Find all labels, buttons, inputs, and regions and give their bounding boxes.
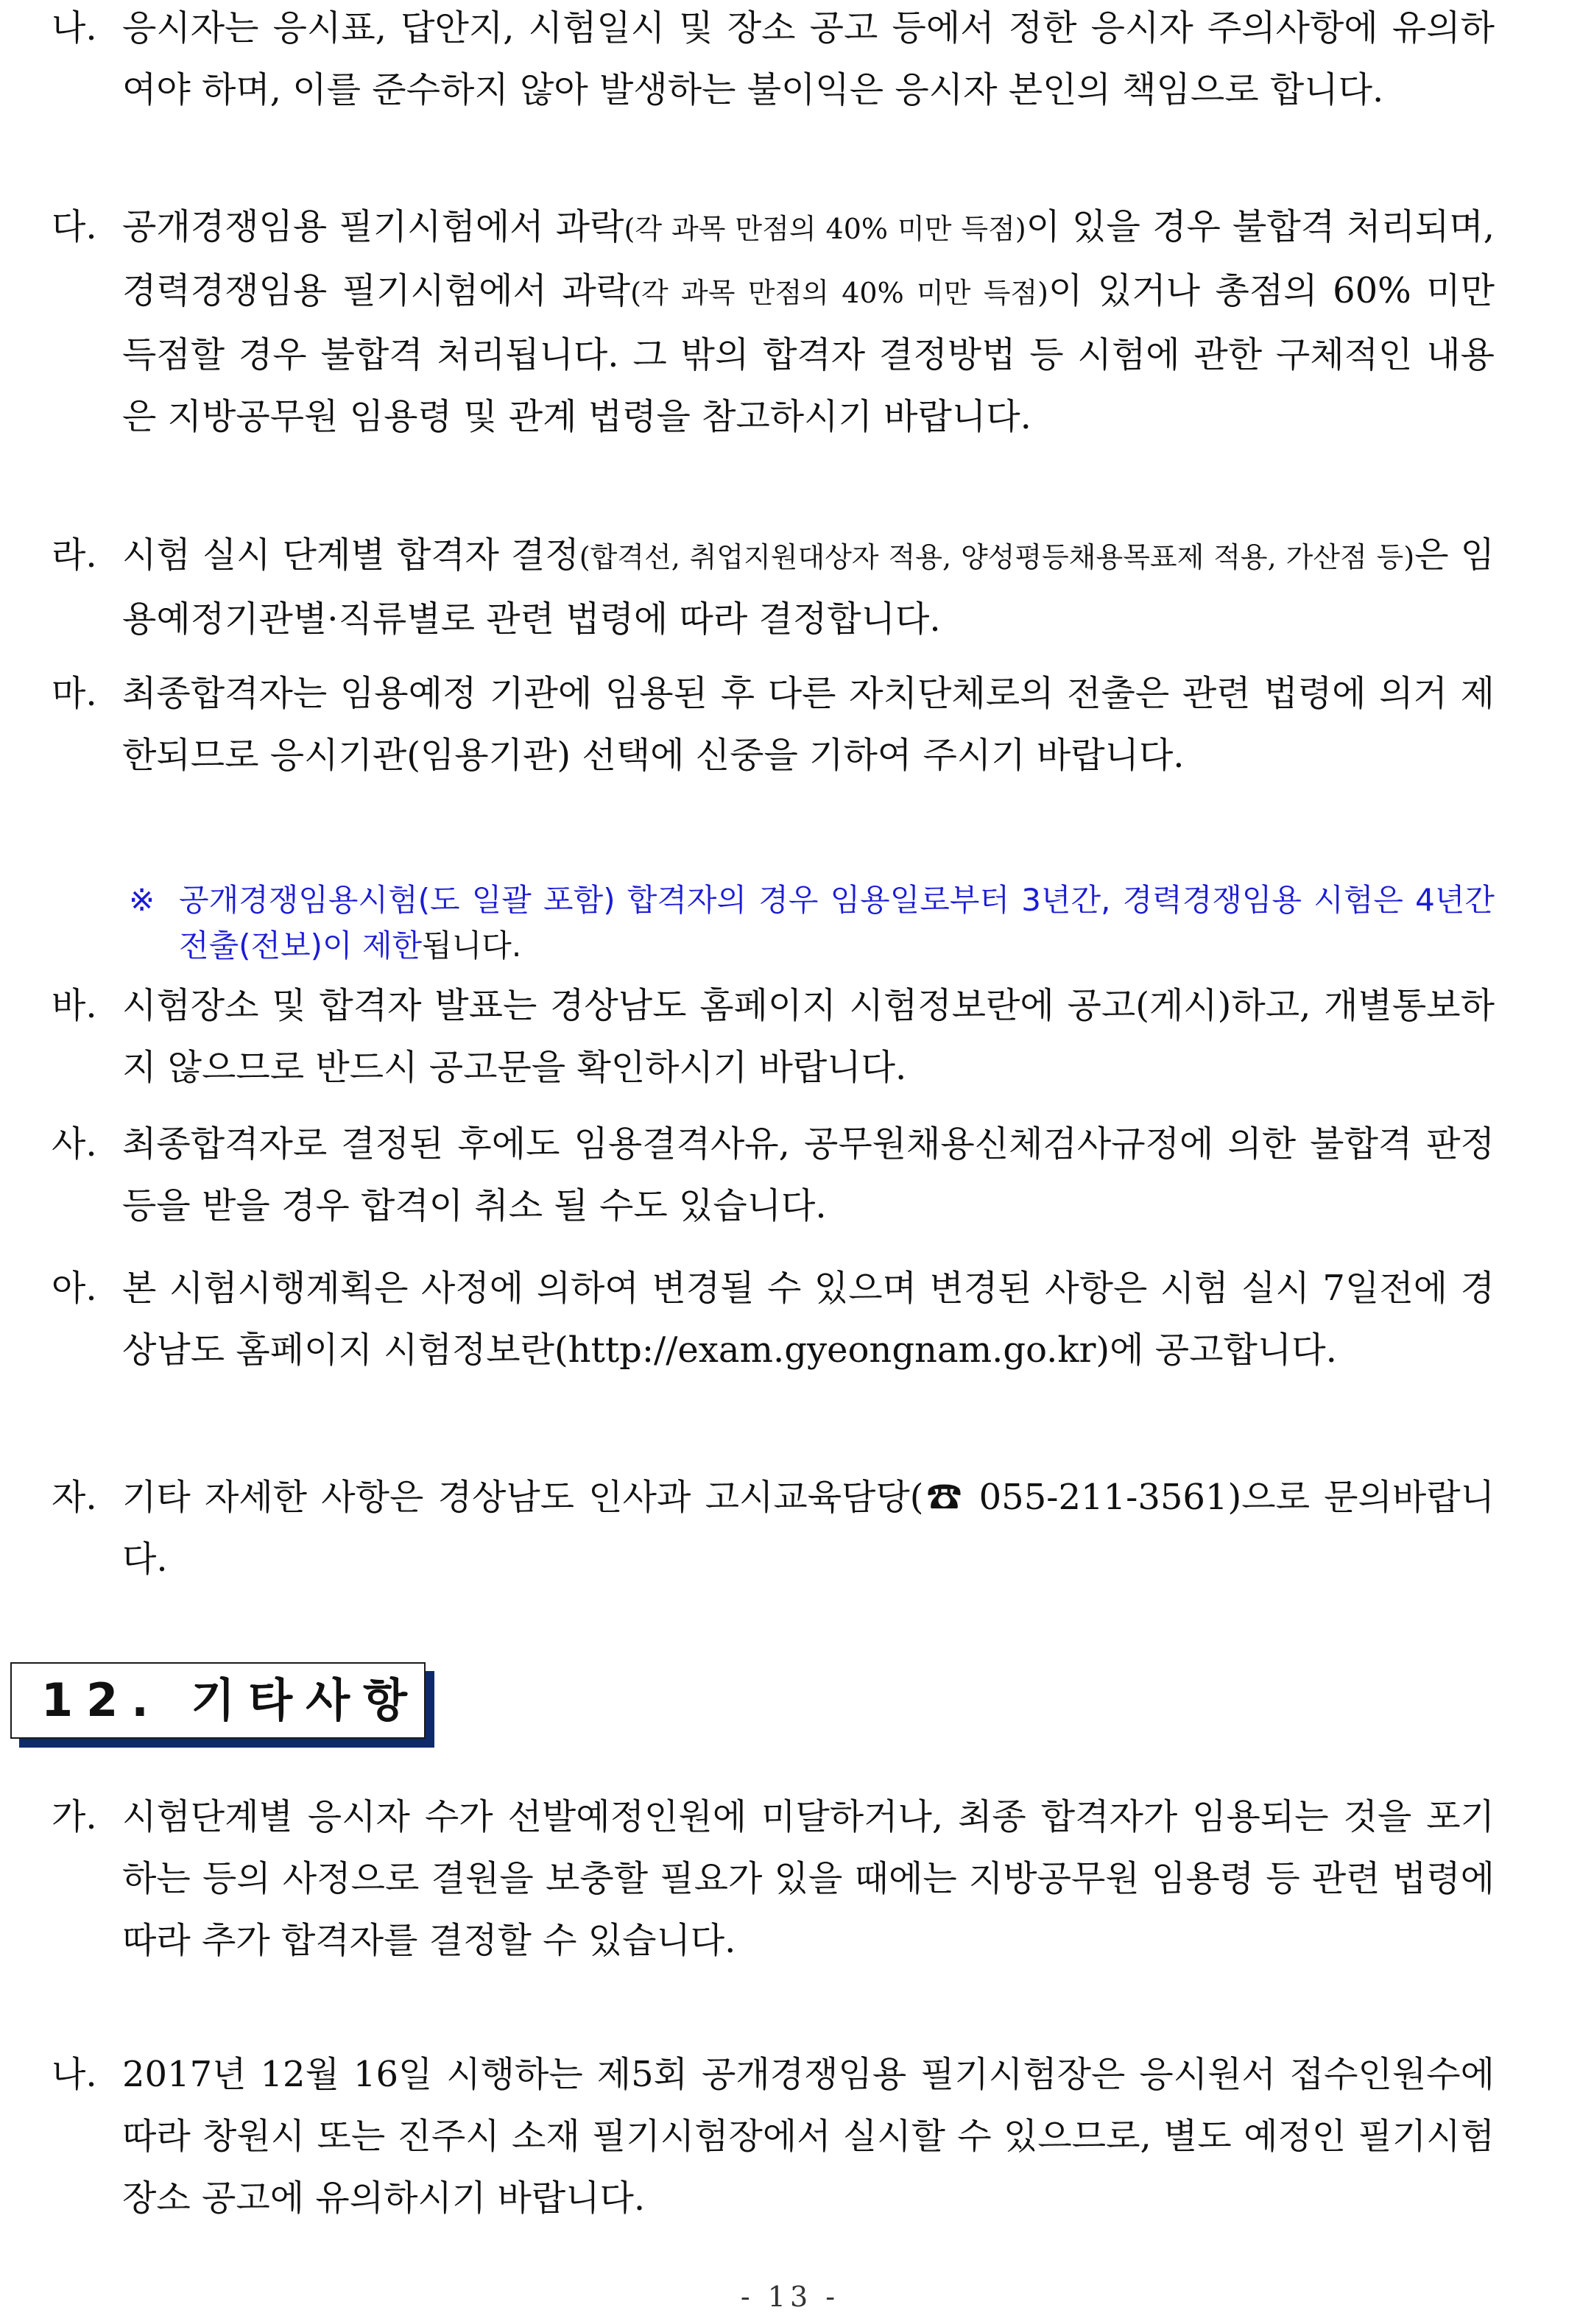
item-text: 본 시험시행계획은 사정에 의하여 변경될 수 있으며 변경된 사항은 시험 실시 7일전에 경상남도 홈페이지 시험정보란(http://exam.gyeongnam.go.kr)에 공고합니다.: [122, 1268, 1495, 1371]
notice-item-da: [52, 196, 1495, 448]
misc-item-na: [52, 2044, 1495, 2229]
item-text: 기타 자세한 사항은 경상남도 인사과 고시교육담당(☎ 055-211-3561)으로 문의바랍니다.: [122, 1477, 1495, 1580]
note-tail: 됩니다.: [422, 928, 522, 964]
fail-criteria-note: (각 과목 만점의 40% 미만 득점): [624, 213, 1026, 245]
notice-item-sa: [52, 1113, 1495, 1237]
section-heading-box: [10, 1662, 426, 1739]
misc-item-ga: [52, 1786, 1495, 1971]
page-number: - 13 -: [740, 2281, 840, 2313]
item-marker: 자.: [52, 1477, 97, 1518]
item-text: 최종합격자로 결정된 후에도 임용결격사유, 공무원채용신체검사규정에 의한 불합격 판정 등을 받을 경우 합격이 취소 될 수도 있습니다.: [122, 1123, 1495, 1226]
item-marker: 아.: [52, 1268, 97, 1309]
notice-item-na: [52, 0, 1495, 121]
item-text: 시험장소 및 합격자 발표는 경상남도 홈페이지 시험정보란에 공고(게시)하고, 개별통보하지 않으므로 반드시 공고문을 확인하시기 바랍니다.: [122, 985, 1495, 1088]
item-text: 2017년 12월 16일 시행하는 제5회 공개경쟁임용 필기시험장은 응시원서 접수인원수에 따라 창원시 또는 진주시 소재 필기시험장에서 실시할 수 있으므로, 별도 예정인 필기시험장소 공고에 유의하시기 바랍니다.: [122, 2054, 1495, 2219]
section-title: 12. 기타사항: [41, 1673, 420, 1727]
notice-item-ja: [52, 1466, 1495, 1590]
decision-criteria-note: (합격선, 취업지원대상자 적용, 양성평등채용목표제 적용, 가산점 등): [579, 541, 1415, 573]
transfer-restriction-note: [129, 877, 1495, 969]
fail-criteria-note: (각 과목 만점의 40% 미만 득점): [630, 277, 1048, 309]
item-marker: 마.: [52, 673, 97, 714]
reference-mark: ※: [129, 882, 155, 918]
item-marker: 나.: [52, 2054, 97, 2095]
item-marker: 바.: [52, 985, 97, 1026]
item-text: 시험단계별 응시자 수가 선발예정인원에 미달하거나, 최종 합격자가 임용되는 것을 포기하는 등의 사정으로 결원을 보충할 필요가 있을 때에는 지방공무원 임용령 등 관련 법령에 따라 추가 합격자를 결정할 수 있습니다.: [122, 1796, 1495, 1961]
notice-item-ba: [52, 975, 1495, 1098]
item-marker: 사.: [52, 1123, 97, 1165]
notice-item-ra: [52, 524, 1495, 650]
item-text: 시험 실시 단계별 합격자 결정(합격선, 취업지원대상자 적용, 양성평등채용목표제 적용, 가산점 등)은 임용예정기관별·직류별로 관련 법령에 따라 결정합니다.: [122, 534, 1495, 640]
item-text: 응시자는 응시표, 답안지, 시험일시 및 장소 공고 등에서 정한 응시자 주의사항에 유의하여야 하며, 이를 준수하지 않아 발생하는 불이익은 응시자 본인의 책임으로 합니다.: [122, 7, 1495, 110]
item-marker: 다.: [52, 206, 97, 247]
notice-item-ma: [52, 663, 1495, 786]
item-marker: 라.: [52, 534, 97, 576]
item-marker: 나.: [52, 7, 97, 49]
item-text: 최종합격자는 임용예정 기관에 임용된 후 다른 자치단체로의 전출은 관련 법령에 의거 제한되므로 응시기관(임용기관) 선택에 신중을 기하여 주시기 바랍니다.: [122, 673, 1495, 776]
notice-item-a: [52, 1257, 1495, 1381]
note-text: 공개경쟁임용시험(도 일괄 포함) 합격자의 경우 임용일로부터 3년간, 경력경쟁임용 시험은 4년간 전출(전보)이 제한: [179, 882, 1495, 964]
item-text: 공개경쟁임용 필기시험에서 과락(각 과목 만점의 40% 미만 득점)이 있을 경우 불합격 처리되며, 경력경쟁임용 필기시험에서 과락(각 과목 만점의 40% 미만 득점)이 있거나 총점의 60% 미만 득점할 경우 불합격 처리됩니다. 그 밖의 합격자 결정방법 등 시험에 관한 구체적인 내용은 지방공무원 임용령 및 관계 법령을 참고하시기 바랍니다.: [122, 206, 1495, 437]
item-marker: 가.: [52, 1796, 97, 1837]
